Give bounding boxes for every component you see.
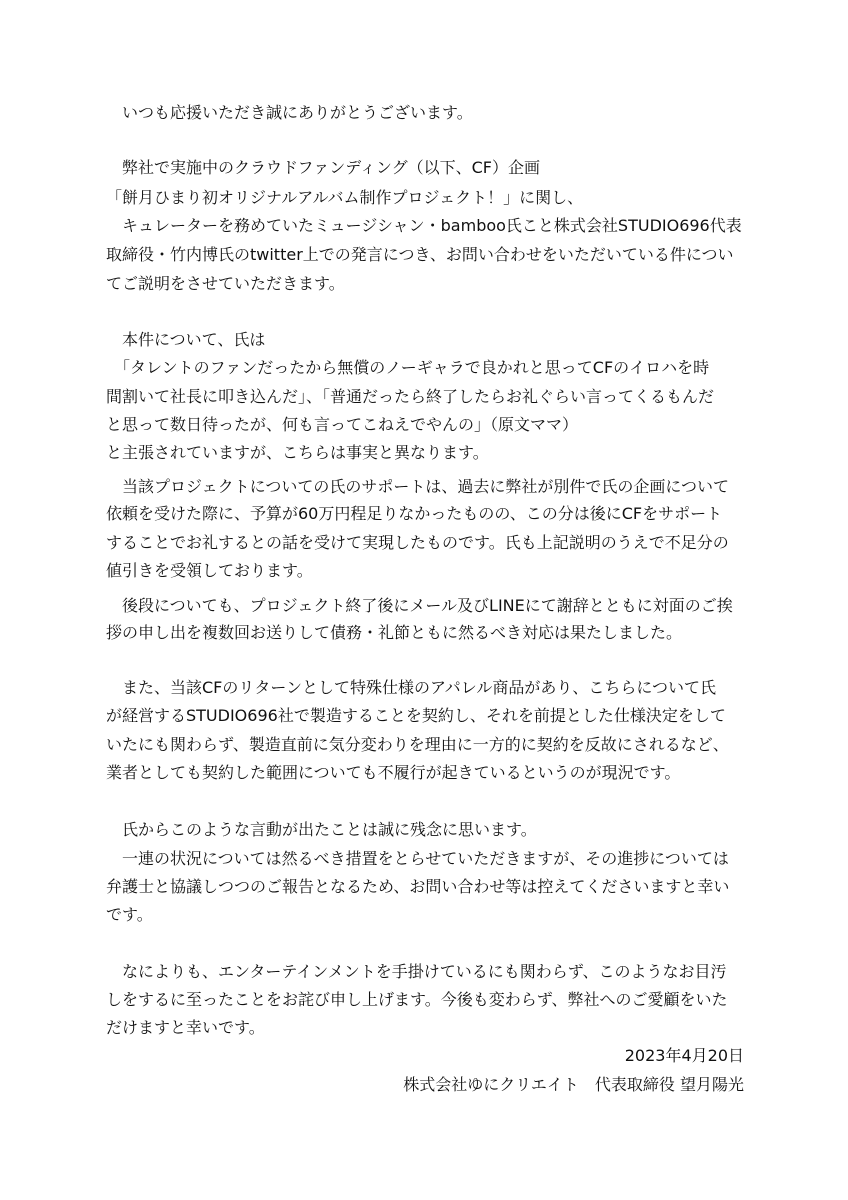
p2-line-1: 本件について、氏は xyxy=(106,330,266,349)
p1-line-2: 「餅月ひまり初オリジナルアルバム制作プロジェクト！」に関し、 xyxy=(106,188,584,207)
p5-line-2: しをするに至ったことをお詫び申し上げます。今後も変わらず、弊社へのご愛顧をいた xyxy=(106,990,728,1009)
p1-line-1: 弊社で実施中のクラウドファンディング（以下、CF）企画 xyxy=(106,158,540,177)
p4-line-2: 一連の状況については然るべき措置をとらせていただきますが、その進捗については xyxy=(106,849,729,868)
p3-line-2: が経営するSTUDIO696社で製造することを契約し、それを前提とした仕様決定をして xyxy=(106,706,726,725)
p4-line-4: です。 xyxy=(106,905,153,924)
p5-line-1: なによりも、エンターテインメントを手掛けているにも関わらず、このようなお目汚 xyxy=(106,962,727,981)
p2-line-8: することでお礼するとの話を受けて実現したものです。氏も上記説明のうえで不足分の xyxy=(106,533,729,552)
p2-line-2: 「タレントのファンだったから無償のノーギャラで良かれと思ってCFのイロハを時 xyxy=(106,358,710,377)
p3-line-4: 業者としても契約した範囲についても不履行が起きているというのが現況です。 xyxy=(106,763,681,782)
p4-line-3: 弁護士と協議しつつのご報告となるため、お問い合わせ等は控えてくださいますと幸い xyxy=(106,877,730,896)
letter-date: 2023年4月20日 xyxy=(624,1046,744,1065)
letter-signature: 株式会社ゆにクリエイト 代表取締役 望月陽光 xyxy=(403,1075,744,1094)
p2-line-11: 拶の申し出を複数回お送りして債務・礼節ともに然るべき対応は果たしました。 xyxy=(106,623,683,642)
greeting: いつも応援いただき誠にありがとうございます。 xyxy=(106,103,473,122)
p1-line-3: キュレーターを務めていたミュージシャン・bamboo氏こと株式会社STUDIO696代表 xyxy=(106,216,742,235)
p4-line-1: 氏からこのような言動が出たことは誠に残念に思います。 xyxy=(106,820,537,839)
p2-line-10: 後段についても、プロジェクト終了後にメール及びLINEにて謝辞とともに対面のご挨 xyxy=(106,596,733,615)
p1-line-4: 取締役・竹内博氏のtwitter上での発言につき、お問い合わせをいただいている件につい xyxy=(106,245,734,264)
p2-line-4: と思って数日待ったが、何も言ってこねえでやんの」（原文ママ） xyxy=(106,415,579,434)
p2-line-9: 値引きを受領しております。 xyxy=(106,561,313,580)
p2-line-3: 間割いて社長に叩き込んだ」、「普通だったら終了したらお礼ぐらい言ってくるもんだ xyxy=(106,387,715,406)
p1-line-5: てご説明をさせていただきます。 xyxy=(106,274,345,293)
p5-line-3: だけますと幸いです。 xyxy=(106,1018,265,1037)
p2-line-5: と主張されていますが、こちらは事実と異なります。 xyxy=(106,443,489,462)
p3-line-1: また、当該CFのリターンとして特殊仕様のアパレル商品があり、こちらについて氏 xyxy=(106,678,717,697)
p2-line-6: 当該プロジェクトについての氏のサポートは、過去に弊社が別件で氏の企画について xyxy=(106,477,730,496)
p3-line-3: いたにも関わらず、製造直前に気分変わりを理由に一方的に契約を反故にされるなど、 xyxy=(106,735,729,754)
p2-line-7: 依頼を受けた際に、予算が60万円程足りなかったものの、この分は後にCFをサポート xyxy=(106,504,723,523)
